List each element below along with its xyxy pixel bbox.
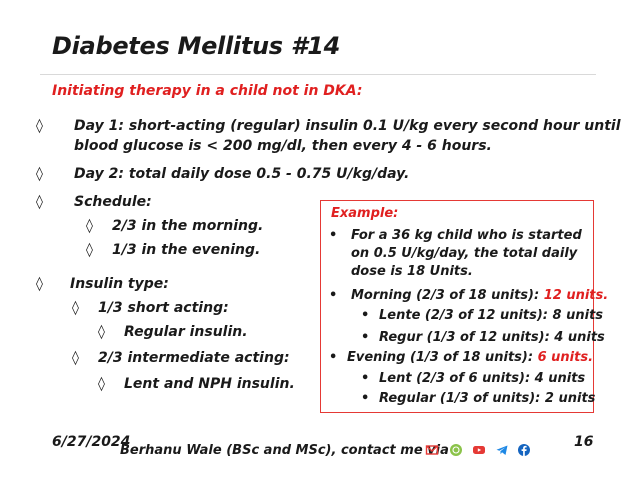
diamond-bullet-icon: ◊ <box>98 376 105 392</box>
section-subtitle: Initiating therapy in a child not in DKA: <box>52 83 363 99</box>
evening-prefix: Evening (1/3 of 18 units): <box>347 350 538 365</box>
diamond-bullet-icon: ◊ <box>36 276 43 292</box>
diamond-bullet-icon: ◊ <box>86 242 93 258</box>
title-divider <box>40 74 596 75</box>
schedule-morning-text: 2/3 in the morning. <box>112 218 264 234</box>
day2-text: Day 2: total daily dose 0.5 - 0.75 U/kg/day. <box>74 166 410 182</box>
footer-date: 6/27/2024 <box>52 434 131 450</box>
diamond-bullet-icon: ◊ <box>72 350 79 366</box>
example-regur: Regur (1/3 of 12 units): 4 units <box>379 330 605 345</box>
diamond-bullet-icon: ◊ <box>72 300 79 316</box>
morning-value: 12 units. <box>543 288 609 303</box>
diamond-bullet-icon: ◊ <box>86 218 93 234</box>
bullet-dot-icon: • <box>361 330 370 345</box>
example-morning <box>351 287 608 305</box>
example-line2: on 0.5 U/kg/day, the total daily <box>351 246 578 261</box>
bullet-dot-icon: • <box>361 391 370 406</box>
example-regular: Regular (1/3 of units): 2 units <box>379 391 596 406</box>
diamond-bullet-icon: ◊ <box>36 118 43 134</box>
example-line1: For a 36 kg child who is started <box>351 228 582 243</box>
morning-prefix: Morning (2/3 of 18 units): <box>351 288 544 303</box>
slide-title: Diabetes Mellitus #14 <box>52 32 341 60</box>
email-icon[interactable] <box>425 443 439 457</box>
bullet-dot-icon: • <box>361 308 370 323</box>
insulin-type-label: Insulin type: <box>70 276 169 292</box>
bullet-dot-icon: • <box>361 371 370 386</box>
diamond-bullet-icon: ◊ <box>36 166 43 182</box>
evening-value: 6 units. <box>537 350 594 365</box>
youtube-icon[interactable] <box>472 443 486 457</box>
facebook-icon[interactable] <box>517 443 531 457</box>
day1-line1: Day 1: short-acting (regular) insulin 0.1 U/kg every second hour until <box>74 118 621 134</box>
bullet-dot-icon: • <box>329 288 338 303</box>
example-line3: dose is 18 Units. <box>351 264 473 279</box>
short-acting-text: 1/3 short acting: <box>98 300 229 316</box>
schedule-evening-text: 1/3 in the evening. <box>112 242 261 258</box>
diamond-bullet-icon: ◊ <box>98 324 105 340</box>
schedule-label: Schedule: <box>74 194 152 210</box>
lente-nph-text: Lent and NPH insulin. <box>124 376 295 392</box>
whatsapp-icon[interactable] <box>449 443 463 457</box>
footer-credit: Berhanu Wale (BSc and MSc), contact me via <box>120 443 449 458</box>
page-number: 16 <box>574 434 594 450</box>
example-lent: Lent (2/3 of 6 units): 4 units <box>379 371 586 386</box>
bullet-dot-icon: • <box>329 350 338 365</box>
example-evening <box>347 349 593 367</box>
example-heading: Example: <box>331 206 399 221</box>
regular-insulin-text: Regular insulin. <box>124 324 248 340</box>
day1-line2: blood glucose is < 200 mg/dl, then every 4 - 6 hours. <box>74 138 492 154</box>
example-box <box>320 200 609 413</box>
telegram-icon[interactable] <box>495 443 509 457</box>
example-lente: Lente (2/3 of 12 units): 8 units <box>379 308 604 323</box>
bullet-dot-icon: • <box>329 228 338 243</box>
intermediate-acting-text: 2/3 intermediate acting: <box>98 350 290 366</box>
diamond-bullet-icon: ◊ <box>36 194 43 210</box>
